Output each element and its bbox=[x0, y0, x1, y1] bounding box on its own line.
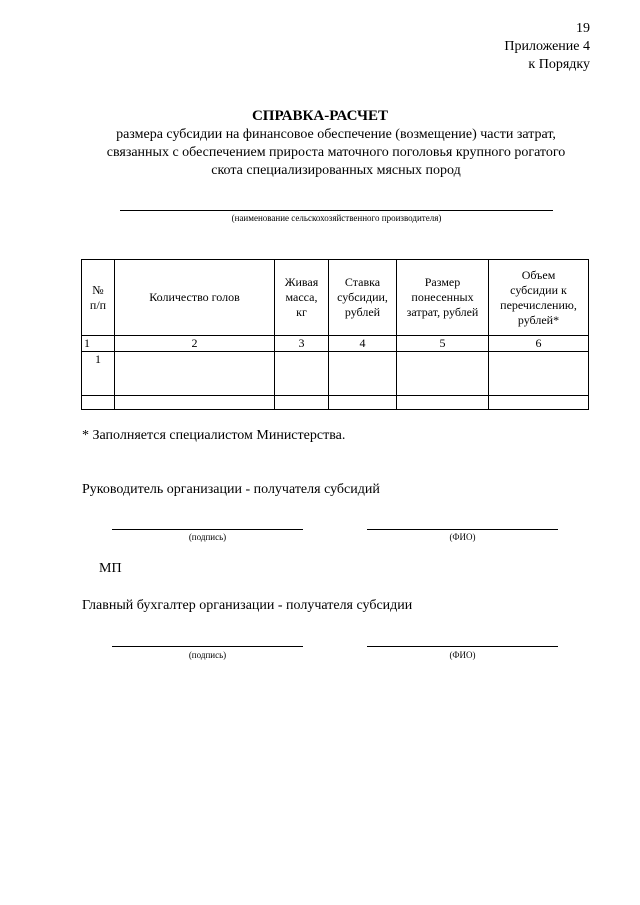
table-cell bbox=[329, 352, 397, 396]
table-row-blank bbox=[82, 396, 589, 410]
head-signature-caption: (подпись) bbox=[188, 532, 227, 542]
document-title: СПРАВКА-РАСЧЕТ bbox=[251, 108, 389, 124]
table-cell bbox=[329, 396, 397, 410]
accountant-signature-line bbox=[112, 646, 303, 647]
table-row bbox=[82, 352, 589, 396]
col-header-subsidy-volume: Объем субсидии к перечислению, рублей* bbox=[489, 260, 589, 336]
table-cell: 1 bbox=[82, 352, 115, 396]
table-cell bbox=[489, 396, 589, 410]
head-name-line bbox=[367, 529, 558, 530]
appendix-reference: к Порядку bbox=[528, 57, 590, 72]
table-cell bbox=[82, 396, 115, 410]
column-number: 4 bbox=[329, 336, 397, 352]
table-header-row bbox=[82, 260, 589, 336]
subtitle-line-3: скота специализированных мясных пород bbox=[211, 163, 461, 178]
subtitle-line-2: связанных с обеспечением прироста маточного поголовья крупного рогатого bbox=[106, 145, 566, 160]
footnote: * Заполняется специалистом Министерства. bbox=[82, 428, 346, 443]
column-number: 3 bbox=[275, 336, 329, 352]
head-signature-line bbox=[112, 529, 303, 530]
column-number-row bbox=[82, 336, 589, 352]
producer-name-line bbox=[120, 210, 553, 211]
calculation-table bbox=[81, 259, 589, 410]
column-number: 2 bbox=[115, 336, 275, 352]
head-name-caption: (ФИО) bbox=[449, 532, 476, 542]
table-cell bbox=[115, 352, 275, 396]
col-header-costs: Размер понесенных затрат, рублей bbox=[397, 260, 489, 336]
accountant-signature-label: Главный бухгалтер организации - получателя субсидии bbox=[82, 598, 413, 613]
appendix-number: Приложение 4 bbox=[504, 39, 590, 54]
column-number: 5 bbox=[397, 336, 489, 352]
page-number: 19 bbox=[576, 21, 590, 36]
table-cell bbox=[275, 396, 329, 410]
accountant-signature-caption: (подпись) bbox=[188, 650, 227, 660]
head-signature-label: Руководитель организации - получателя субсидий bbox=[82, 482, 380, 497]
stamp-placeholder: МП bbox=[99, 561, 122, 576]
col-header-live-weight: Живая масса, кг bbox=[275, 260, 329, 336]
table-cell bbox=[397, 352, 489, 396]
table-cell bbox=[275, 352, 329, 396]
column-number: 1 bbox=[82, 336, 115, 352]
column-number: 6 bbox=[489, 336, 589, 352]
col-header-number: № п/п bbox=[82, 260, 115, 336]
accountant-name-line bbox=[367, 646, 558, 647]
col-header-subsidy-rate: Ставка субсидии, рублей bbox=[329, 260, 397, 336]
col-header-heads: Количество голов bbox=[115, 260, 275, 336]
table-cell bbox=[115, 396, 275, 410]
subtitle-line-1: размера субсидии на финансовое обеспечение (возмещение) части затрат, bbox=[116, 127, 556, 142]
table-cell bbox=[397, 396, 489, 410]
producer-caption: (наименование сельскохозяйственного производителя) bbox=[231, 213, 442, 223]
table-cell bbox=[489, 352, 589, 396]
accountant-name-caption: (ФИО) bbox=[449, 650, 476, 660]
